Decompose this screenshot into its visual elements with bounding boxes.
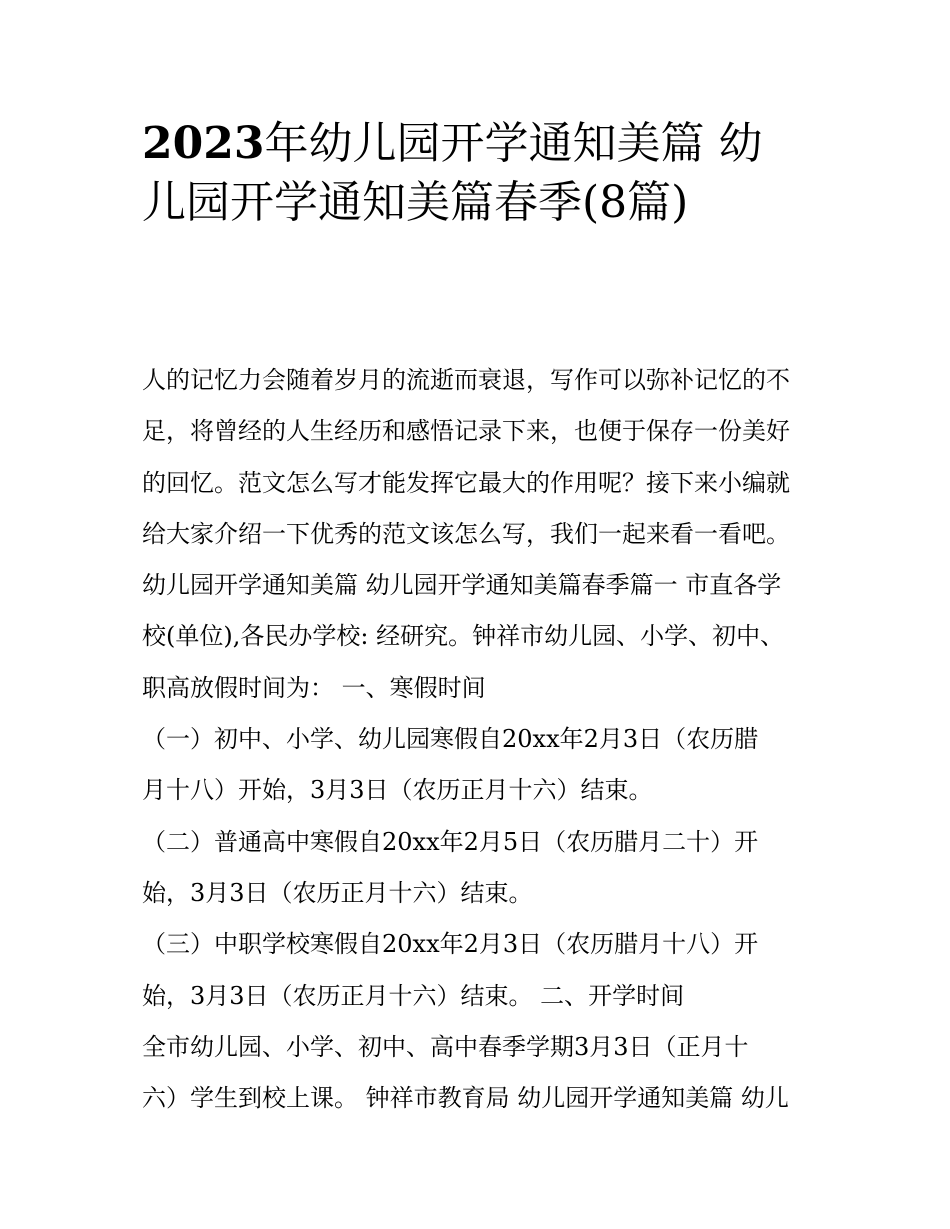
title-year: 2023 (142, 118, 265, 169)
body-line: 人的记忆力会随着岁月的流逝而衰退，写作可以弥补记忆的不 (142, 366, 790, 394)
title-text: 年幼儿园开学通知美篇 幼儿园开学通知美篇春季(8篇) (142, 118, 763, 228)
body-line: 全市幼儿园、小学、初中、高中春季学期3月3日（正月十 (142, 1032, 749, 1061)
body-line: 足，将曾经的人生经历和感悟记录下来，也便于保存一份美好 (142, 417, 790, 446)
body-line: 幼儿园开学通知美篇 幼儿园开学通知美篇春季篇一 市直各学 (142, 571, 782, 600)
body-line: 校(单位),各民办学校: 经研究。钟祥市幼儿园、小学、初中、 (142, 622, 785, 651)
body-line: 六）学生到校上课。 钟祥市教育局 幼儿园开学通知美篇 幼儿 (142, 1084, 789, 1113)
body-line: 始，3月3日（农历正月十六）结束。 二、开学时间 (142, 981, 685, 1010)
document-body (142, 355, 822, 1124)
document-title (142, 114, 782, 232)
body-line: 职高放假时间为： 一、寒假时间 (142, 673, 486, 702)
body-line: 给大家介绍一下优秀的范文该怎么写，我们一起来看一看吧。 (142, 519, 790, 548)
body-line: （二）普通高中寒假自20xx年2月5日（农历腊月二十）开 (142, 827, 759, 856)
body-line: （三）中职学校寒假自20xx年2月3日（农历腊月十八）开 (142, 930, 759, 959)
body-line: 月十八）开始，3月3日（农历正月十六）结束。 (142, 776, 653, 805)
body-line: 的回忆。范文怎么写才能发挥它最大的作用呢？接下来小编就 (142, 468, 790, 497)
body-line: 始，3月3日（农历正月十六）结束。 (142, 878, 533, 907)
body-line: （一）初中、小学、幼儿园寒假自20xx年2月3日（农历腊 (142, 725, 759, 754)
